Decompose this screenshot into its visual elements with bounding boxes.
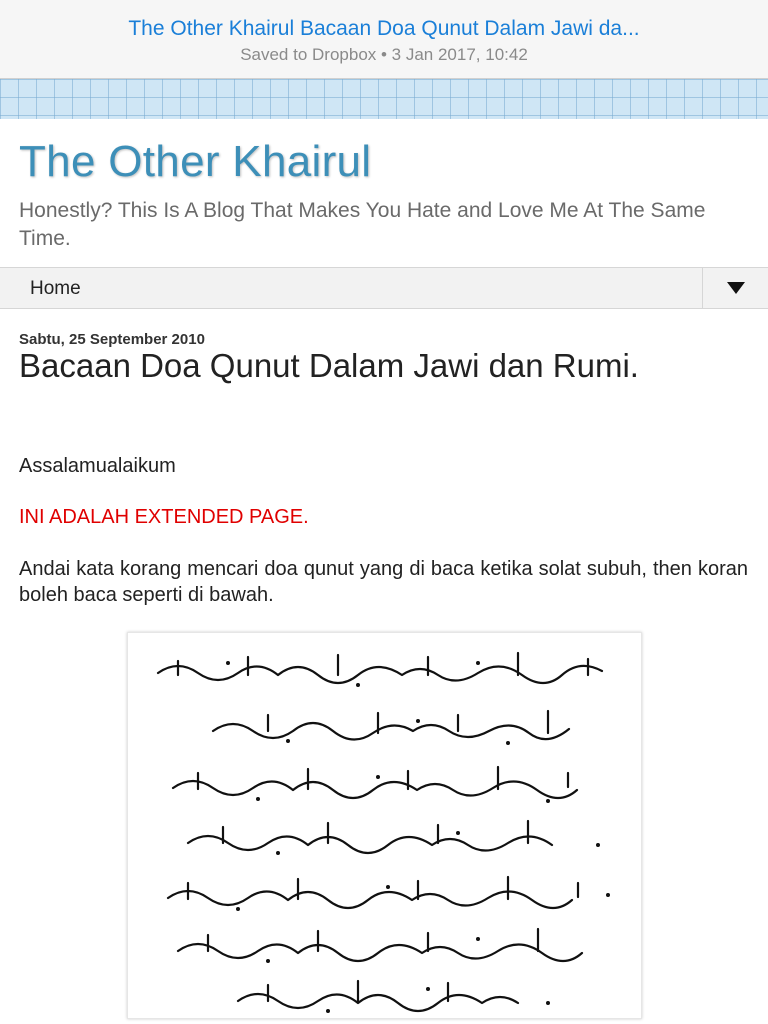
document-title[interactable]: The Other Khairul Bacaan Doa Qunut Dalam Jawi da...: [128, 17, 640, 40]
nav-dropdown-button[interactable]: [703, 268, 768, 308]
nav-home-link[interactable]: Home: [30, 278, 81, 299]
post-intro: Andai kata korang mencari doa qunut yang di baca ketika solat subuh, then koran boleh baca seperti di bawah.: [19, 558, 748, 606]
blog-header: [0, 119, 768, 267]
blog-title[interactable]: The Other Khairul: [19, 137, 372, 186]
triangle-down-icon: [727, 282, 745, 294]
post-greeting: Assalamualaikum: [19, 455, 176, 477]
post-date: Sabtu, 25 September 2010: [19, 331, 205, 348]
doa-qunut-jawi-image: [127, 632, 642, 1019]
blog-description: Honestly? This Is A Blog That Makes You Hate and Love Me At The Same Time.: [19, 199, 706, 250]
post-notice: INI ADALAH EXTENDED PAGE.: [19, 506, 309, 528]
handwritten-jawi-script: [128, 633, 641, 1018]
saved-status: Saved to Dropbox • 3 Jan 2017, 10:42: [240, 45, 528, 64]
document-header: [0, 0, 768, 79]
post-title: Bacaan Doa Qunut Dalam Jawi dan Rumi.: [19, 347, 639, 384]
blog-header-banner: [0, 79, 768, 119]
navigation-bar: [0, 267, 768, 309]
